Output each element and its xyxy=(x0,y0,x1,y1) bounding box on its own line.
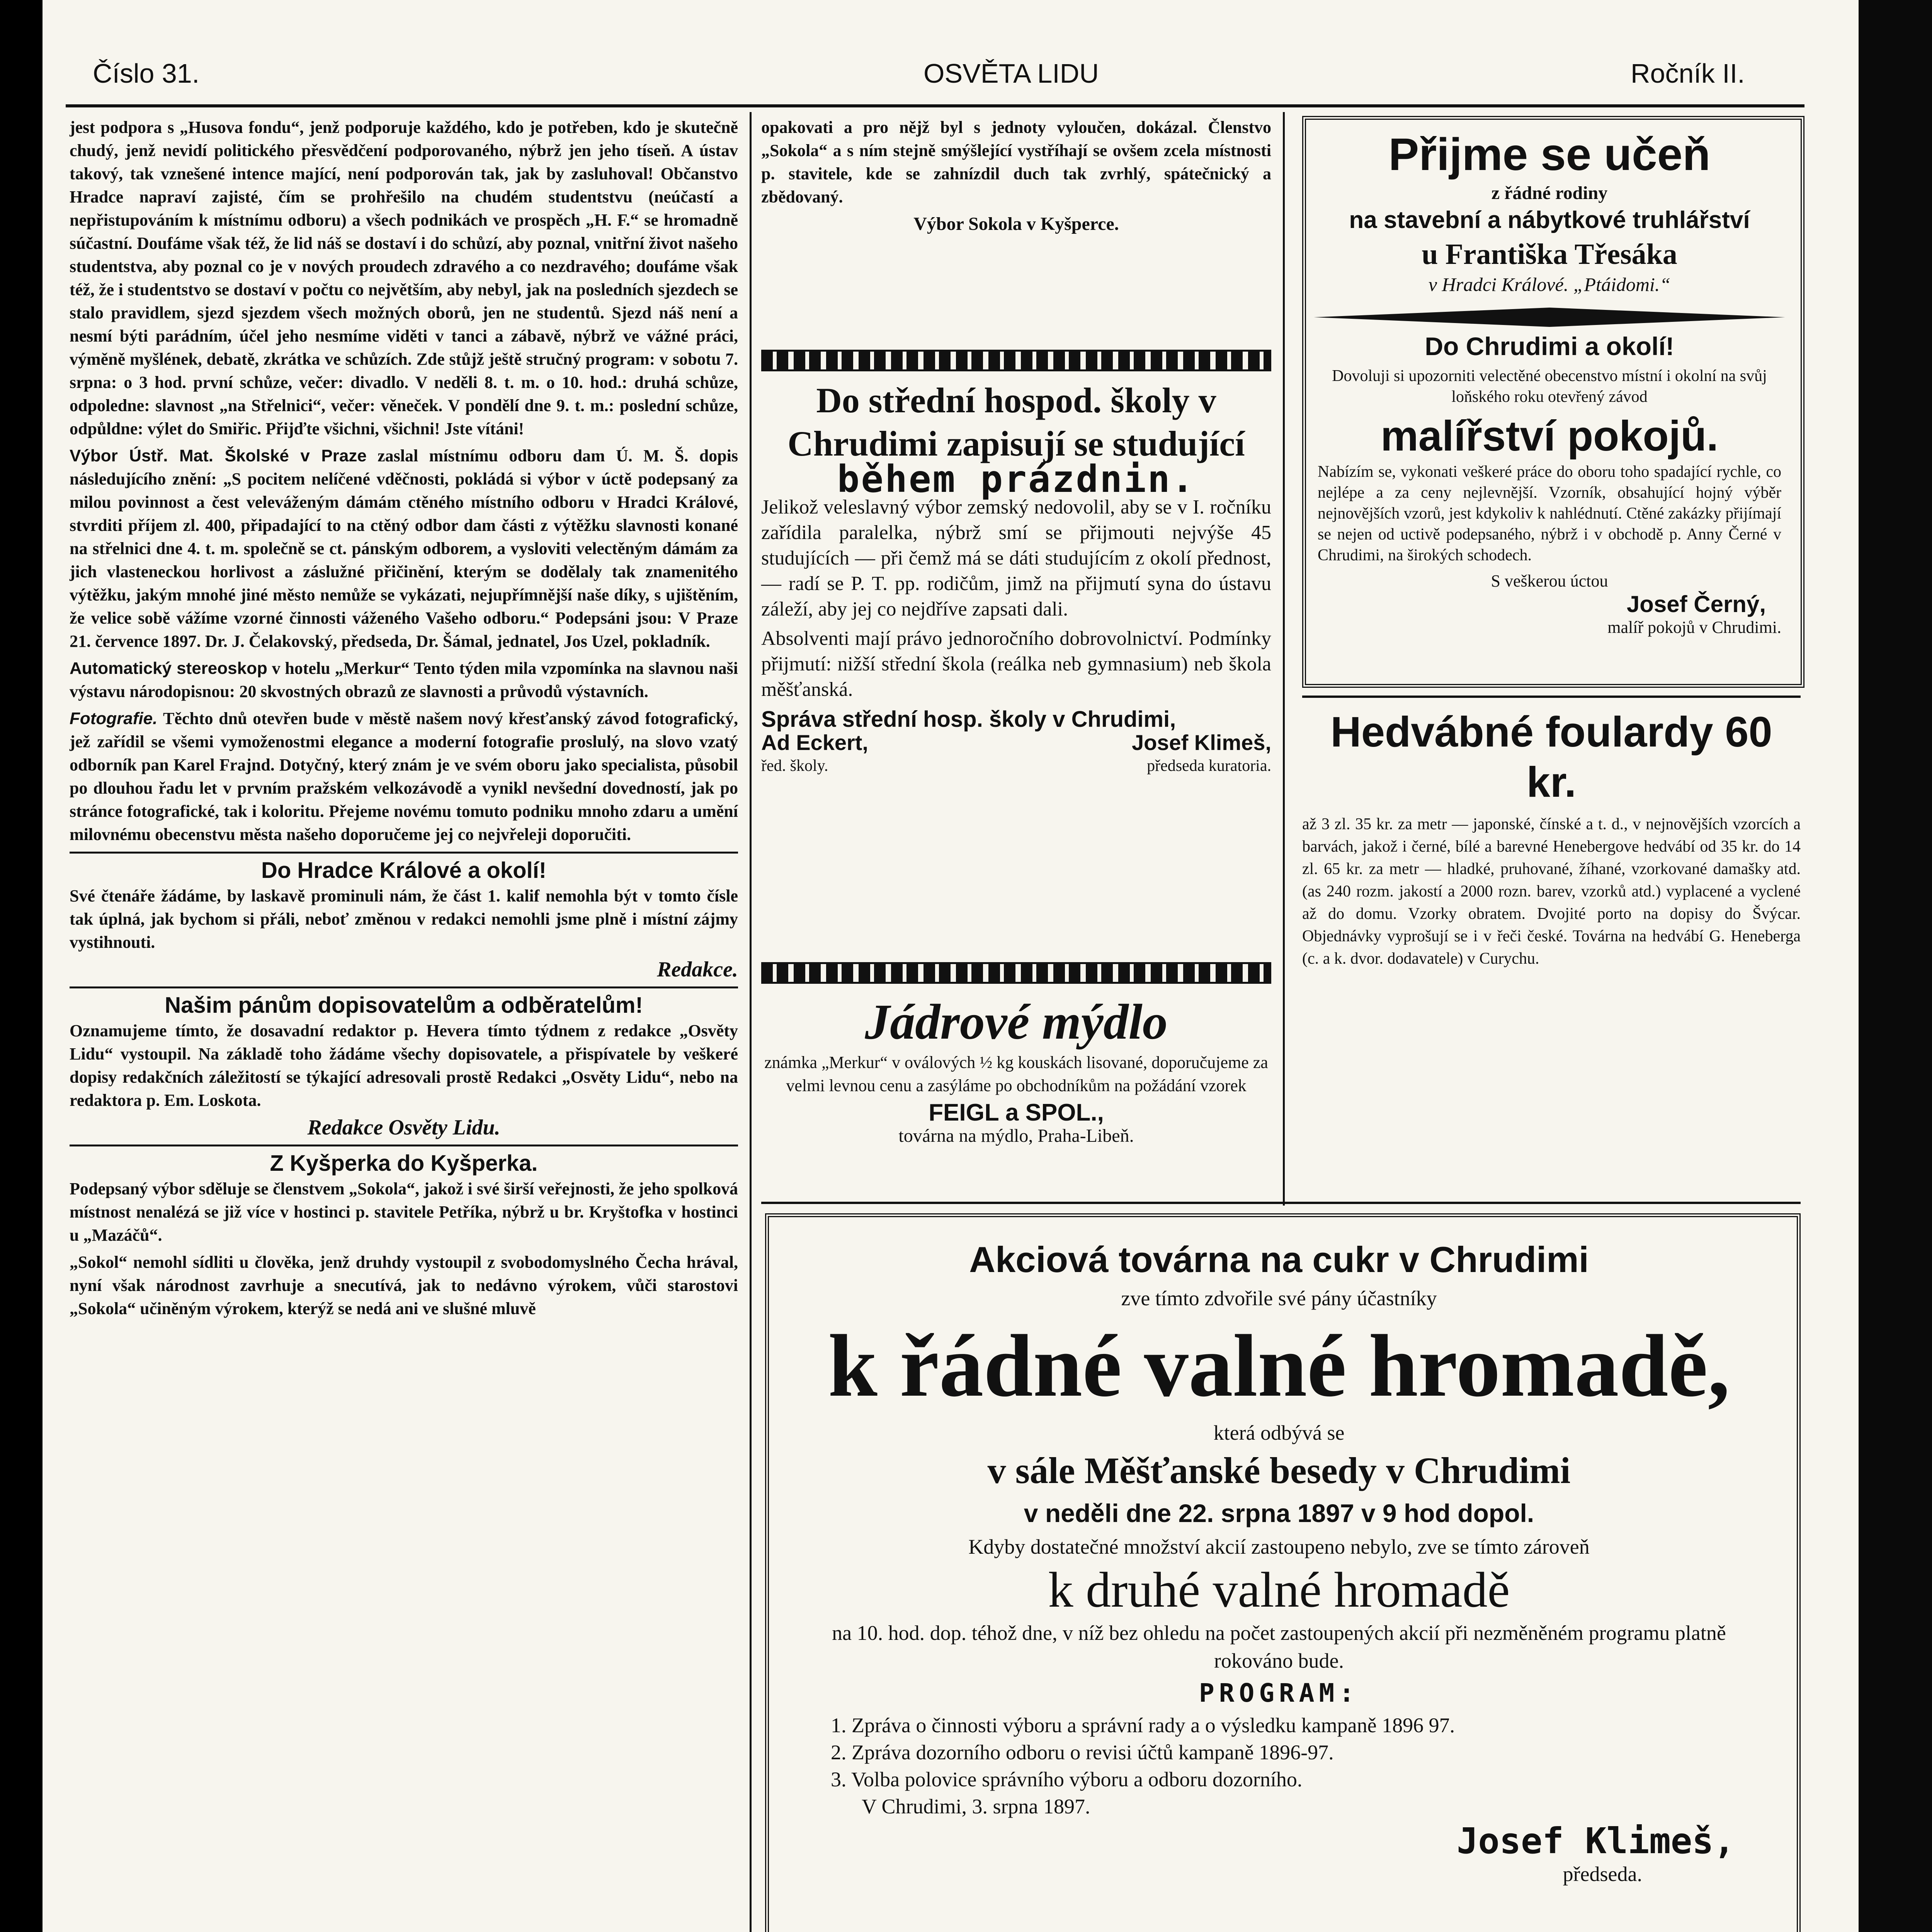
section-heading: Z Kyšperka do Kyšperka. xyxy=(270,1151,538,1176)
foulard-text: až 3 zl. 35 kr. za metr — japonské, čínské a t. d., v nejnovějších vzorcích a barvách, jakož i černé, bílé a barevné Henebergove hedvábí od 35 kr. do 14 zl. 65 kr. za metr — hladké, pruhované, žíhané, vzorkované damašky atd. (as 240 rozm. jakostí a 2000 rozn. barev, vzorků atd.) vyplacené a vyclené až do domu. Vzorky obratem. Dvojité porto na dopisy do Švýcar. Objednávky vyprošují se i v řeči české. Továrna na hedvábí G. Heneberga (c. a k. dvor. dodavatele) v Curychu. xyxy=(1302,815,1801,968)
column-2 xyxy=(761,116,1271,236)
signatory-role: předseda kuratoria. xyxy=(1147,757,1271,775)
article-lead: Výbor Ústř. Mat. Školské v Praze xyxy=(70,446,367,465)
program-list xyxy=(831,1712,1758,1820)
article-text: v hotelu „Merkur“ Tento týden mila vzpomínka na slavnou naši výstavu národopisnou: 20 skvostných obrazů ze slavnosti a průvodů výstavních. xyxy=(70,659,738,701)
article-text: opakovati a pro nějž byl s jednoty vyloučen, dokázal. Členstvo „Sokola“ a s ním stejně smýšlející vystříhají se ovšem zcela místnosti p. stavitele, kde se zahnízdil duch tak zvrhlý, spátečnický a zbědovaný. xyxy=(761,118,1271,206)
apprentice-text: na stavební a nábytkové truhlářství xyxy=(1349,207,1750,233)
foulard-ad xyxy=(1302,707,1801,974)
signature: Redakce. xyxy=(657,957,738,981)
sugar-title: Akciová továrna na cukr v Chrudimi xyxy=(969,1239,1589,1280)
section-heading: Našim pánům dopisovatelům a odběratelům! xyxy=(165,993,643,1018)
sugar-role: předseda. xyxy=(1563,1862,1642,1886)
sugar-headline: k řádné valné hromadě, xyxy=(828,1316,1730,1415)
article-text: zaslal místnímu odboru dam Ú. M. Š. dopis následujícího znění: „S pocitem nelíčené vděčnosti, pokládá si výbor v úctě podepsaný za milou povinnost a čest veleváženým dámám ctěného místního odboru v Hradci Králové, stvrditi příjem zl. 400, připadající to na ctěný odbor dam části z výtěžku slavnosti konané na střelnici dne 4. t. m. společně se ct. pánským odborem, a vysloviti velectěným dámám za jich vlasteneckou horlivost a záslužné přičinění, kterým se dodělaly tak znamenitého výtěžku, jakým mnohé jiné město nemůže se vykázati, nejupřímnější naše díky, s ujištěním, že velice sobě vážíme vzorné činnosti váženého Vašeho odboru.“ Podepsáni jsou: V Praze 21. července 1897. Dr. J. Čelakovský, předseda, Dr. Šámal, jednatel, Jos Uzel, pokladník. xyxy=(70,446,738,651)
program-heading: PROGRAM: xyxy=(1199,1678,1359,1708)
school-text: Jelikož veleslavný výbor zemský nedovolil, aby se v I. ročníku zařídila paralelka, nýbrž smí se přijmouti nejvýše 45 studujících — při čemž má se dáti studujícím z okolí přednost, — radí se P. T. pp. rodičům, jimž na přijmutí syna do ústavu záleží, aby jej co nejdříve zapsati dali. xyxy=(761,496,1271,620)
apprentice-title: Přijme se učeň xyxy=(1388,129,1711,180)
decorative-border xyxy=(761,962,1271,984)
program-item: 1. Zpráva o činnosti výboru a správní rady a o výsledku kampaně 1896 97. xyxy=(831,1714,1455,1737)
column-3 xyxy=(1318,128,1781,639)
sugar-text: Kdyby dostatečné množství akcií zastoupeno nebylo, zve se tímto zároveň xyxy=(968,1535,1590,1558)
apprentice-text: z řádné rodiny xyxy=(1491,183,1608,203)
header-rule xyxy=(66,104,1804,107)
sugar-venue: v sále Měšťanské besedy v Chrudimi xyxy=(987,1450,1571,1491)
program-dated: V Chrudimi, 3. srpna 1897. xyxy=(862,1795,1090,1818)
apprentice-text: v Hradci Králové. „Ptáidomi.“ xyxy=(1428,274,1671,295)
school-title: Do střední hospod. školy v Chrudimi zapisují se studující xyxy=(787,381,1245,463)
school-subtitle: během prázdnin. xyxy=(837,457,1196,501)
signatory-name: Ad Eckert, xyxy=(761,730,868,755)
signatory-name: Josef Klimeš, xyxy=(1131,730,1271,755)
signatory-role: řed. školy. xyxy=(761,757,828,775)
program-item: 3. Volba polovice správního výboru a odboru dozorního. xyxy=(831,1768,1303,1791)
article-text: Své čtenáře žádáme, by laskavě prominuli nám, že část 1. kalif nemohla být v tomto čísle tak úplná, jak bychom si přáli, neboť změnou v redakci nemohli jsme plně i místní zájmy vystihnouti. xyxy=(70,886,738,952)
column-1 xyxy=(70,116,738,1324)
painter-title: Do Chrudimi a okolí! xyxy=(1425,332,1674,361)
newspaper-page xyxy=(43,0,1859,1932)
program-item: 2. Zpráva dozorního odboru o revisi účtů kampaně 1896-97. xyxy=(831,1741,1334,1764)
painter-text: Nabízím se, vykonati veškeré práce do oboru toho spadající rychle, co nejlépe a za ceny nejlevnější. Vzorník, obsahující hojný výběr nejnovějších vzorů, jest kdykoliv k nahlédnutí. Ctěné zakázky přijímají se nejen od uctivě podepsaného, nýbrž i v obchodě p. Anny Černé v Chrudimi, na širokých schodech. xyxy=(1318,463,1781,564)
column-rule-2 xyxy=(1283,112,1285,1206)
sugar-second-meeting: k druhé valné hromadě xyxy=(1048,1562,1510,1618)
section-heading: Do Hradce Králové a okolí! xyxy=(261,858,547,883)
school-notice xyxy=(761,379,1271,777)
sugar-text: na 10. hod. dop. téhož dne, v níž bez ohledu na počet zastoupených akcií při nezměněném programu platně rokováno bude. xyxy=(832,1621,1726,1672)
painter-signature: Josef Černý, xyxy=(1626,591,1766,617)
divider xyxy=(761,1202,1801,1204)
soap-title: Jádrové mýdlo xyxy=(865,994,1168,1050)
soap-address: továrna na mýdlo, Praha-Libeň. xyxy=(898,1126,1134,1146)
sugar-text: zve tímto zdvořile své pány účastníky xyxy=(1121,1287,1437,1310)
article-text: „Sokol“ nemohl sídliti u člověka, jenž druhdy vystoupil z svobodomyslného Čecha hrával, nyní však národnost zavrhuje a snecutívá, jak to nedávno výrokem, vůči starostovi „Sokola“ učiněným výrokem, kterýž se nedá ani ve slušné mluvě xyxy=(70,1253,738,1318)
sugar-date: v neděli dne 22. srpna 1897 v 9 hod dopol. xyxy=(1024,1499,1534,1527)
signature: Redakce Osvěty Lidu. xyxy=(307,1116,500,1139)
article-lead: Fotografie. xyxy=(70,709,158,728)
soap-text: známka „Merkur“ v oválových ½ kg kouskách lisované, doporučujeme za velmi levnou cenu a zasýláme po obchodníkům na požádání vzorek xyxy=(764,1053,1268,1095)
painter-role: malíř pokojů v Chrudimi. xyxy=(1607,618,1781,637)
divider xyxy=(70,852,738,854)
scan-border xyxy=(1859,0,1932,1932)
signature: Výbor Sokola v Kyšperce. xyxy=(913,214,1119,234)
article-text: Oznamujeme tímto, že dosavadní redaktor p. Hevera tímto týdnem z redakce „Osvěty Lidu“ vystoupil. Na základě toho žádáme všechy dopisovatele, a přispívatele by veškeré dopisy redakčních záležitostí se týkající adresovali prostě Redakci „Osvěty Lidu“, nebo na redaktora p. Em. Loskota. xyxy=(70,1021,738,1110)
school-administration: Správa střední hosp. školy v Chrudimi, xyxy=(761,707,1176,732)
article-text: Těchto dnů otevřen bude v městě našem nový křesťanský závod fotografický, jež zařídil se všemi vymoženostmi elegance a moderní fotografie proslulý, na slovo vzatý odborník pan Karel Frajnd. Dotyčný, který znám je ve svém oboru jako specialista, působil po dlouhou řadu let v prvním pražském velkozávodě a vynikl nevšední dovedností, jak po stránce fotografické, tak i koloritu. Přejeme novému tomuto podniku mnoho zdaru a umění milovnému obecenstvu města našeho doporučeme jej co nejvřeleji doporučiti. xyxy=(70,709,738,844)
foulard-title: Hedvábné foulardy 60 kr. xyxy=(1330,708,1772,806)
divider xyxy=(70,1145,738,1146)
column-rule-1 xyxy=(750,112,752,1932)
divider xyxy=(70,986,738,988)
article-text: jest podpora s „Husova fondu“, jenž podporuje každého, kdo je potřeben, kdo je skutečně chudý, jenž nevidí politického přesvědčení podporovaného, nýbrž jen jeho tíseň. A ústav takový, tak vznešené intence mající, není podporován tak, jak by zasluhoval! Občanstvo Hradce napraví zajisté, čím se prohřešilo na chudém studentstvu (neúčastí a nepřistupováním k místnímu odboru) a všech podnikách ve prospěch „H. F.“ se hromadně súčastní. Doufáme však též, že lid náš se dostaví i do schůzí, aby poznal, vnitřní život našeho studentstva, aby poznal co je v nových proudech zdravého a co nezdravého; doufáme však též, že i studentstvo se dostaví v počtu co největším, aby nebyl, jak na posledních sjezdech se stalo pravidlem, sjezd sjezdem všech možných oborů, jen ne studentů. Sjezd náš není a nesmí býti parádním, účel jeho nesmíme viděti v tanci a zábavě, nýbrž ve vážné práci, výměně myšlének, debatě, zkrátka ve schůzích. Zde stůjž ještě stručný program: v sobotu 7. srpna: o 3 hod. první schůze, večer: divadlo. V neděli 8. t. m. o 10. hod.: druhá schůze, odpoledne: slavnost „na Střelnici“, večer: věneček. V pondělí dne 9. t. m.: poslední schůze, odpůldne: výlet do Smiřic. Přijďte všichni, všichni! Jste vítáni! xyxy=(70,118,738,438)
newspaper-title: OSVĚTA LIDU xyxy=(923,58,1099,88)
employer-name: u Františka Třesáka xyxy=(1422,238,1677,270)
divider xyxy=(1302,696,1801,698)
article-lead: Automatický stereoskop xyxy=(70,659,267,678)
article-text: Podepsaný výbor sděluje se členstvem „Sokola“, jakož i své širší veřejnosti, že jeho spolková místnost nenalézá se již více v hostinci p. stavitele Petříka, nýbrž u br. Kryštofka v hostinci u „Mazáčů“. xyxy=(70,1179,738,1245)
ornament-bar xyxy=(1314,308,1785,327)
sugar-ad xyxy=(800,1236,1758,1886)
painter-trade: malířství pokojů. xyxy=(1380,412,1719,460)
school-text: Absolventi mají právo jednoročního dobrovolnictví. Podmínky přijmutí: nižší střední škola (reálka neb gymnasium) neb škola měšťanská. xyxy=(761,628,1271,701)
decorative-border xyxy=(761,350,1271,371)
soap-ad xyxy=(761,993,1271,1148)
painter-text: Dovoluji si upozorniti velectěné obecenstvo místní i okolní na svůj loňského roku otevřený závod xyxy=(1332,367,1767,406)
volume-number: Ročník II. xyxy=(1631,58,1745,88)
soap-firm: FEIGL a SPOL., xyxy=(929,1099,1104,1126)
sugar-text: která odbývá se xyxy=(1213,1421,1345,1444)
issue-number: Číslo 31. xyxy=(93,58,200,88)
painter-text: S veškerou úctou xyxy=(1491,571,1608,590)
sugar-signature: Josef Klimeš, xyxy=(1456,1820,1735,1862)
